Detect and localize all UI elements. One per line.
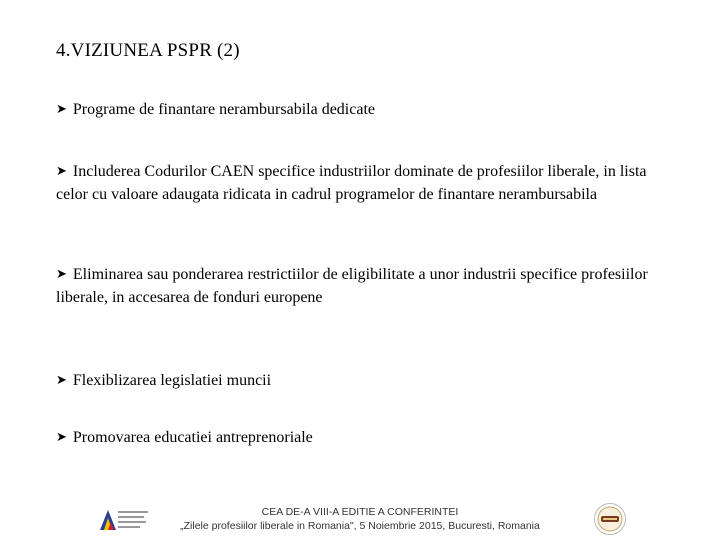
arrow-bullet-icon: ➤ (56, 102, 67, 117)
bullet-text: Promovarea educatiei antreprenoriale (72, 429, 313, 446)
bullet-item (56, 99, 666, 122)
footer-line-1: CEA DE-A VIII-A EDITIE A CONFERINTEI (261, 506, 459, 518)
bullet-text: Flexiblizarea legislatiei muncii (72, 372, 272, 389)
arrow-bullet-icon: ➤ (56, 430, 67, 445)
arrow-bullet-icon: ➤ (56, 373, 67, 388)
bullet-text: Eliminarea sau ponderarea restrictiilor de eligibilitate a unor industrii specifice profesiilor liberale, in accesarea de fonduri europene (56, 266, 648, 306)
bullet-item (56, 264, 666, 309)
arrow-bullet-icon: ➤ (56, 164, 67, 179)
footer-line-2: „Zilele profesiilor liberale in Romania", 5 Noiembrie 2015, Bucuresti, Romania (180, 520, 540, 532)
bullet-item (56, 427, 666, 450)
bullet-item (56, 161, 666, 206)
round-seal-logo-icon (593, 502, 627, 536)
slide-title: 4.VIZIUNEA PSPR (2) (56, 40, 240, 61)
arrow-bullet-icon: ➤ (56, 267, 67, 282)
footer (150, 505, 570, 533)
bullet-text: Programe de finantare nerambursabila dedicate (72, 101, 375, 118)
academy-logo-icon (98, 506, 154, 532)
bullet-text: Includerea Codurilor CAEN specifice industriilor dominate de profesiilor liberale, in lista celor cu valoare adaugata ridicata in cadrul programelor de finantare nerambursabila (56, 163, 647, 203)
bullet-item (56, 370, 666, 393)
